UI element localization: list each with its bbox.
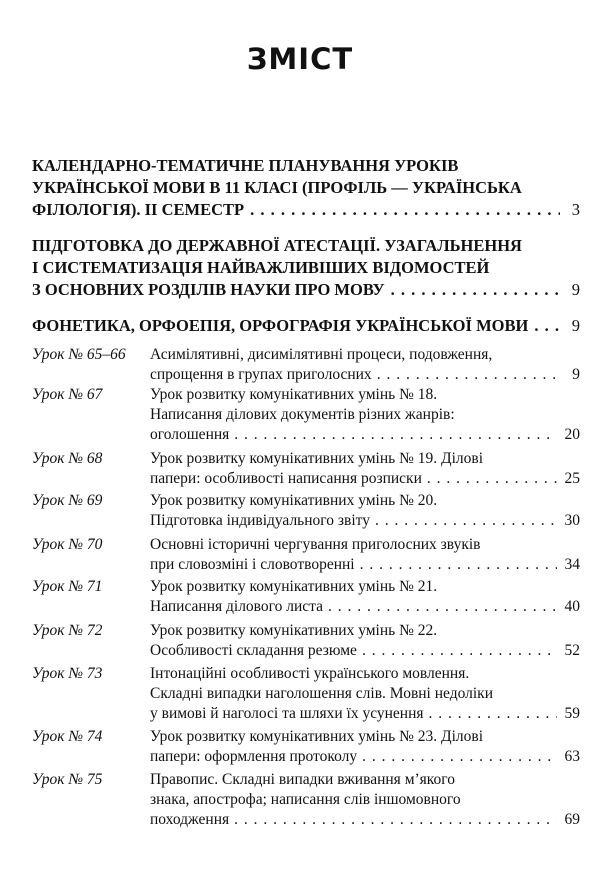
lesson-title-line: Урок розвитку комунікативних умінь № 18. [150,386,438,403]
toc-section[interactable] [32,235,580,301]
lesson-title-line: спрощення в групах приголосних [150,366,372,383]
lesson-title-line: Основні історичні чергування приголосних звуків [150,536,481,553]
lesson-title-line: Складні випадки наголошення слів. Мовні недоліки [150,685,494,702]
lesson-title-line: оголошення [150,426,230,443]
lesson-number: Урок № 74 [32,728,103,745]
lesson-last-line [150,597,580,617]
page-number: 3 [571,200,580,219]
lesson-title-line: Урок розвитку комунікативних умінь № 22. [150,622,438,639]
section-line: З ОСНОВНИХ РОЗДІЛІВ НАУКИ ПРО МОВУ [32,280,385,299]
dot-leader [234,810,557,830]
lesson-title-line: Підготовка індивідуального звіту [150,512,370,529]
section-last-line [32,315,580,337]
lesson-last-line [150,747,580,767]
dot-leader [377,365,557,385]
page-number: 69 [564,811,580,828]
dot-leader [534,315,560,337]
lesson-last-line [150,469,580,489]
toc-section[interactable] [32,155,580,221]
section-line: І СИСТЕМАТИЗАЦІЯ НАЙВАЖЛИВІШИХ ВІДОМОСТЕЙ [32,258,490,277]
section-line: ПІДГОТОВКА ДО ДЕРЖАВНОЇ АТЕСТАЦІЇ. УЗАГАЛЬНЕННЯ [32,236,522,255]
page-number: 30 [564,512,580,529]
lesson-number: Урок № 73 [32,665,103,682]
page-number: 52 [564,642,580,659]
lesson-title-line: Написання ділового листа [150,598,323,615]
lesson-number: Урок № 65–66 [32,346,126,363]
section-line: ФІЛОЛОГІЯ). ІІ СЕМЕСТР [32,200,245,219]
dot-leader [391,279,560,301]
page-number: 9 [571,316,580,335]
page-number: 20 [564,426,580,443]
lesson-title-line: папери: оформлення протоколу [150,748,358,765]
dot-leader [375,511,557,531]
page-title: ЗМІСТ [246,42,354,76]
lesson-number: Урок № 68 [32,450,103,467]
lesson-title-line: папери: особливості написання розписки [150,470,422,487]
lesson-number: Урок № 72 [32,622,103,639]
page-number: 34 [564,556,580,573]
lesson-title-line: Особливості складання резюме [150,642,357,659]
dot-leader [362,747,557,767]
dot-leader [328,597,557,617]
lesson-title-line: знака, апострофа; написання слів іншомовного [150,791,461,808]
dot-leader [234,425,557,445]
lesson-title-line: Написання ділових документів різних жанрів: [150,406,455,423]
lesson-title-line: Правопис. Складні випадки вживання м’якого [150,771,456,788]
section-line: КАЛЕНДАРНО-ТЕМАТИЧНЕ ПЛАНУВАННЯ УРОКІВ [32,156,459,175]
lesson-title-line: Урок розвитку комунікативних умінь № 21. [150,578,438,595]
lesson-last-line [150,511,580,531]
dot-leader [429,704,557,724]
lesson-last-line [150,365,580,385]
section-last-line [32,279,580,301]
lesson-title-line: Урок розвитку комунікативних умінь № 19. Ділові [150,450,484,467]
page-number: 59 [564,705,580,722]
section-line: УКРАЇНСЬКОЇ МОВИ В 11 КЛАСІ (ПРОФІЛЬ — УКРАЇНСЬКА [32,178,522,197]
lesson-number: Урок № 75 [32,771,103,788]
lesson-last-line [150,641,580,661]
section-line: ФОНЕТИКА, ОРФОЕПІЯ, ОРФОГРАФІЯ УКРАЇНСЬКОЇ МОВИ [32,316,529,335]
toc-section[interactable] [32,315,580,337]
lesson-title-line: Інтонаційні особливості українського мовлення. [150,665,470,682]
lesson-number: Урок № 70 [32,536,103,553]
dot-leader [250,199,560,221]
page-number: 9 [571,280,580,299]
lesson-number: Урок № 69 [32,492,103,509]
dot-leader [427,469,557,489]
lesson-last-line [150,704,580,724]
lesson-title-line: Асимілятивні, дисимілятивні процеси, подовження, [150,346,493,363]
lesson-title-line: Урок розвитку комунікативних умінь № 20. [150,492,438,509]
lesson-title-line: при словозміні і словотворенні [150,556,355,573]
lesson-title-line: Урок розвитку комунікативних умінь № 23. Ділові [150,728,484,745]
dot-leader [360,555,557,575]
lesson-last-line [150,810,580,830]
lesson-title-line: походження [150,811,230,828]
dot-leader [362,641,557,661]
page-number: 40 [564,598,580,615]
lesson-last-line [150,425,580,445]
lesson-title-line: у вимові й наголосі та шляхи їх усунення [150,705,424,722]
lesson-number: Урок № 67 [32,386,103,403]
lesson-last-line [150,555,580,575]
page-number: 9 [572,366,580,383]
page-number: 25 [564,470,580,487]
page-number: 63 [564,748,580,765]
section-last-line [32,199,580,221]
lesson-number: Урок № 71 [32,578,103,595]
